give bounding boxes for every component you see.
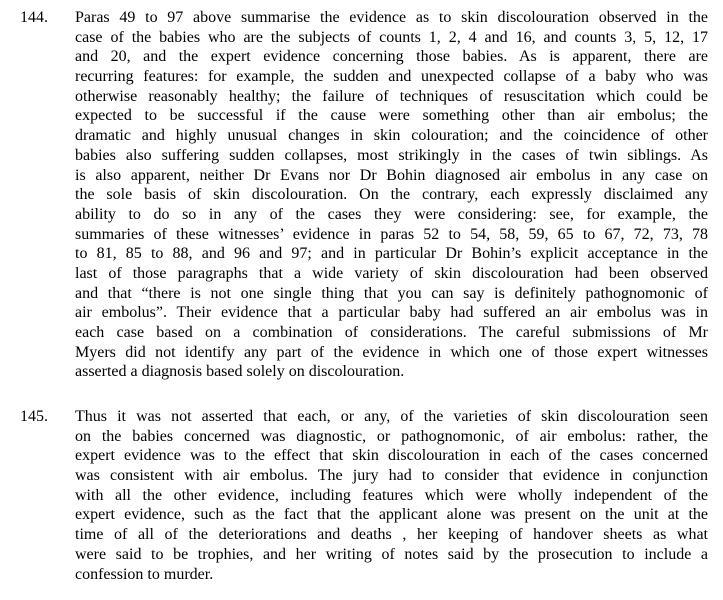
text-line: to 81, 85 to 88, and 96 and 97; and in particular Dr Bohin’s explicit acceptance in the — [75, 245, 708, 263]
text-line: is also apparent, neither Dr Evans nor Dr Bohin diagnosed air embolus in any case on — [75, 166, 708, 184]
text-line: Myers did not identify any part of the evidence in which one of those expert witnesses — [75, 343, 708, 361]
text-line: expert evidence was to the effect that skin discolouration in each of the cases concerned — [75, 447, 708, 465]
text-line: air embolus”. Their evidence that a particular baby had suffered an air embolus was in — [75, 304, 708, 322]
text-line: the sole basis of skin discolouration. On the contrary, each expressly disclaimed any — [75, 186, 708, 204]
paragraph-number: 144. — [20, 9, 48, 26]
text-line: with all the other evidence, including features which were wholly independent of the — [75, 486, 708, 504]
text-line: ability to do so in any of the cases they were considering: see, for example, the — [75, 205, 708, 223]
text-line: confession to murder. — [75, 565, 214, 583]
text-line: dramatic and highly unusual changes in skin colouration; and the coincidence of other — [75, 127, 708, 145]
text-line: asserted a diagnosis based solely on discolouration. — [75, 363, 405, 381]
text-line: recurring features: for example, the sudden and unexpected collapse of a baby who was — [75, 68, 708, 86]
paragraph-text — [75, 8, 708, 382]
text-line: expert evidence, such as the fact that the applicant alone was present on the unit at the — [75, 506, 708, 524]
text-line: last of those paragraphs that a wide variety of skin discolouration had been observed — [75, 264, 708, 282]
text-line: and 20, and the expert evidence concerning those babies. As is apparent, there are — [75, 48, 708, 66]
text-line: babies also suffering sudden collapses, most strikingly in the cases of twin siblings. As — [75, 146, 708, 164]
text-line: summaries of these witnesses’ evidence in paras 52 to 54, 58, 59, 65 to 67, 72, 73, 78 — [75, 225, 708, 243]
text-line: time of all of the deteriorations and deaths , her keeping of handover sheets as what — [75, 526, 708, 544]
text-line: was consistent with air embolus. The jury had to consider that evidence in conjunction — [75, 467, 708, 485]
text-line: Thus it was not asserted that each, or any, of the varieties of skin discolouration seen — [75, 408, 708, 425]
paragraph-text — [75, 407, 708, 584]
paragraph-number: 145. — [20, 408, 48, 425]
text-line: were said to be trophies, and her writing of notes said by the prosecution to include a — [75, 545, 708, 563]
text-line: on the babies concerned was diagnostic, or pathognomonic, of air embolus: rather, the — [75, 427, 708, 445]
text-line: otherwise reasonably healthy; the failure of techniques of resuscitation which could be — [75, 87, 708, 105]
text-line: each case based on a combination of considerations. The careful submissions of Mr — [75, 324, 708, 341]
text-line: Paras 49 to 97 above summarise the evidence as to skin discolouration observed in the — [75, 9, 708, 26]
text-line: case of the babies who are the subjects of counts 1, 2, 4 and 16, and counts 3, 5, 12, 17 — [75, 28, 708, 46]
text-line: and that “there is not one single thing that you can say is definitely pathognomonic of — [75, 284, 708, 302]
text-line: expected to be successful if the cause were something other than air embolus; the — [75, 107, 708, 125]
